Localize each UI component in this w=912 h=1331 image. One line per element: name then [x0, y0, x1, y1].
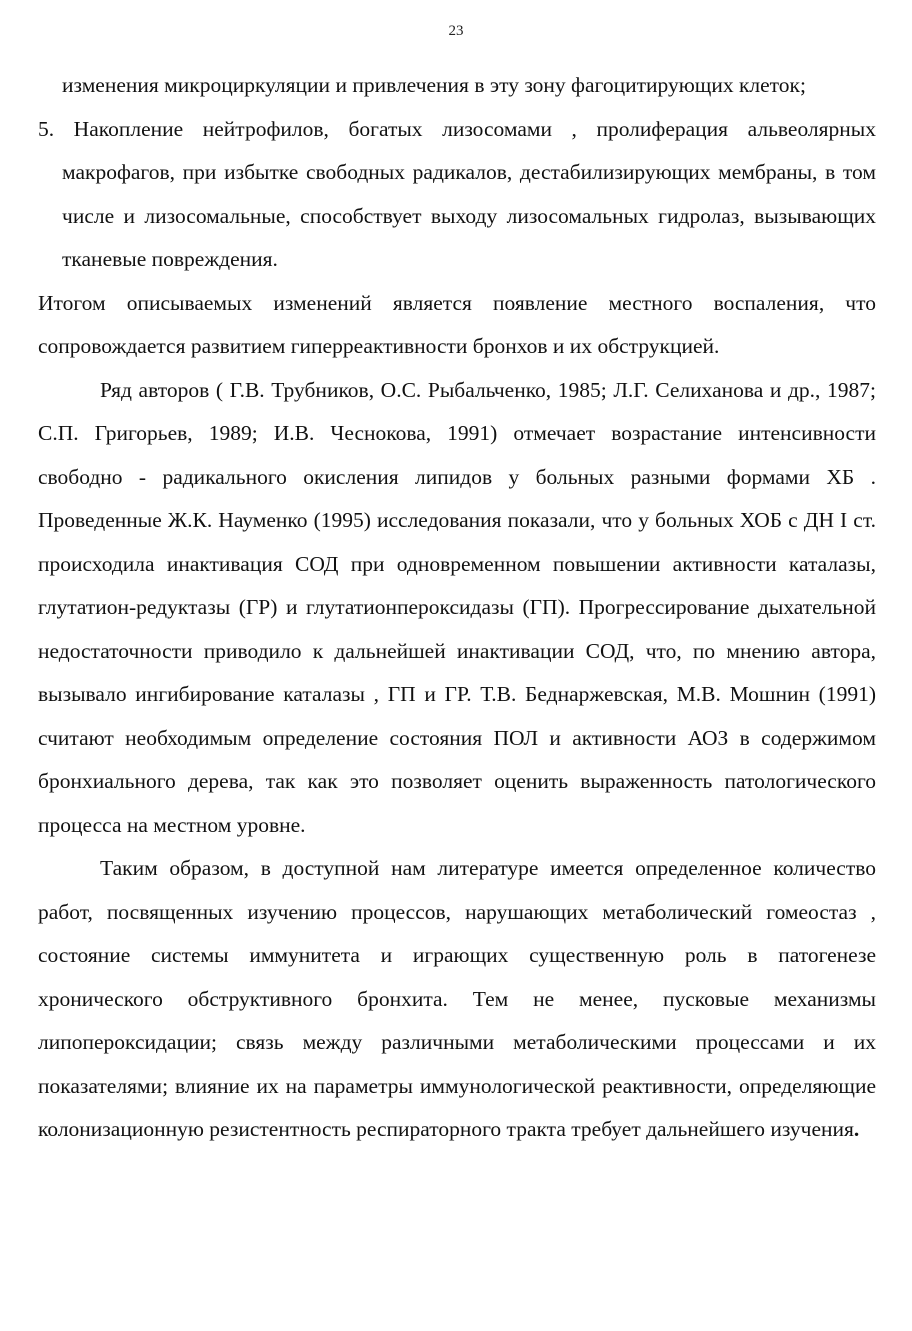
authors-paragraph: Ряд авторов ( Г.В. Трубников, О.С. Рыбальченко, 1985; Л.Г. Селиханова и др., 1987; С.П. Григорьев, 1989; И.В. Чеснокова, 1991) отмечает возрастание интенсивности свободно - радикального окисления липидов у больных разными формами ХБ . Проведенные Ж.К. Науменко (1995) исследования показали, что у больных ХОБ с ДН I ст. происходила инактивация СОД при одновременном повышении активности каталазы, глутатион-редуктазы (ГР) и глутатионпероксидазы (ГП). Прогрессирование дыхательной недостаточности приводило к дальнейшей инактивации СОД, что, по мнению автора, вызывало ингибирование каталазы , ГП и ГР. Т.В. Беднаржевская, М.В. Мошнин (1991) считают необходимым определение состояния ПОЛ и активности АОЗ в содержимом бронхиального дерева, так как это позволяет оценить выраженность патологического процесса на местном уровне.	[38, 377, 876, 837]
conclusion-paragraph	[38, 847, 876, 1152]
list-item-4-continuation: изменения микроциркуляции и привлечения в эту зону фагоцитирующих клеток;	[62, 73, 806, 97]
body-text	[38, 64, 876, 1152]
conclusion-text: Таким образом, в доступной нам литературе имеется определенное количество работ, посвященных изучению процессов, нарушающих метаболический гомеостаз , состояние системы иммунитета и играющих существенную роль в патогенезе хронического обструктивного бронхита. Тем не менее, пусковые механизмы липопероксидации; связь между различными метаболическими процессами и их показателями; влияние их на параметры иммунологической реактивности, определяющие колонизационную резистентность респираторного тракта требует дальнейшего изучения	[38, 856, 876, 1141]
conclusion-final-period: .	[853, 1117, 860, 1141]
page-number: 23	[448, 23, 464, 39]
summary-paragraph: Итогом описываемых изменений является появление местного воспаления, что сопровождается развитием гиперреактивности бронхов и их обструкцией.	[38, 290, 876, 358]
list-item-5: 5. Накопление нейтрофилов, богатых лизосомами , пролиферация альвеолярных макрофагов, при избытке свободных радикалов, дестабилизирующих мембраны, в том числе и лизосомальные, способствует выходу лизосомальных гидролаз, вызывающих тканевые повреждения.	[38, 116, 876, 271]
